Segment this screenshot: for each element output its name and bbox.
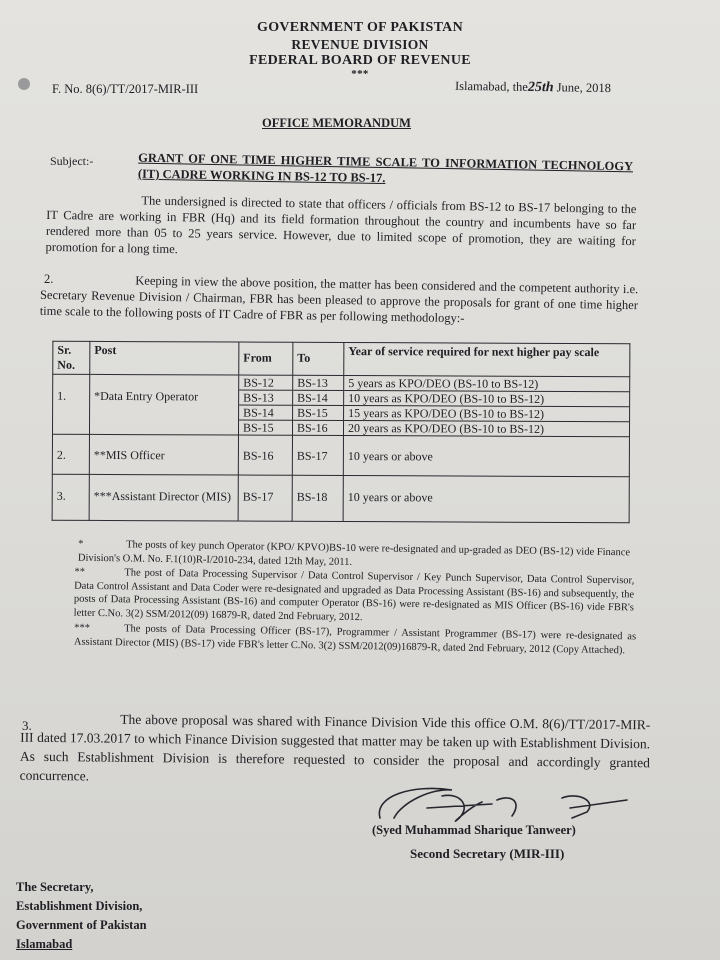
col-sr: Sr. No. xyxy=(53,341,90,374)
row1-years: 5 years as KPO/DEO (BS-10 to BS-12) 10 years as KPO/DEO (BS-10 to BS-12) 15 years as KPO/DEO (BS-10 to BS-12) 20 years as KPO/DEO (BS-10 to BS-12) xyxy=(343,376,629,437)
file-number: F. No. 8(6)/TT/2017-MIR-III xyxy=(52,82,199,96)
row1-post: *Data Entry Operator xyxy=(89,374,238,435)
note-3: *** The posts of Data Processing Officer (BS-17), Programmer / Assistant Programmer (BS-17) were re-designated as Assistant Director (MIS) (BS-17) vide FBR's letter C.No. 3(2) SSM/2012(09)16879-R, dated 2nd February, 2012 (Copy Attached). xyxy=(73,622,637,656)
row3-post: ***Assistant Director (MIS) xyxy=(89,474,238,521)
header-line-3: FEDERAL BOARD OF REVENUE xyxy=(249,53,471,68)
addressee-line: Islamabad xyxy=(16,937,73,951)
posts-table xyxy=(52,341,631,524)
table-row xyxy=(52,474,629,523)
addressee-block xyxy=(16,878,147,954)
col-years: Year of service required for next higher pay scale xyxy=(344,343,630,377)
addressee-line: The Secretary, xyxy=(16,880,94,894)
row1-to: BS-13 BS-14 BS-15 BS-16 xyxy=(292,375,343,435)
memo-title: OFFICE MEMORANDUM xyxy=(262,116,411,130)
note-1: * The posts of key punch Operator (KPO/ KPVO)BS-10 were re-designated and up-graded as DEO (BS-12) vide Finance Division's O.M. No. F.1(10)R-I/2010-234, dated 12th May, 2011. xyxy=(77,538,631,568)
paragraph-1: The undersigned is directed to state that officers / officials from BS-12 to BS-17 belonging to the IT Cadre are working in FBR (Hq) and its field formation throughout the country and incumbents have so far rendered more than 05 to 25 years service. However, due to limited scope of promotion, they are waiting for promotion for a long time. xyxy=(45,193,637,257)
table-row xyxy=(52,434,629,477)
subject-label: Subject:- xyxy=(50,154,94,168)
punch-hole xyxy=(18,78,30,90)
header-stars: *** xyxy=(351,68,369,80)
row3-sr: 3. xyxy=(52,474,89,520)
row3-years: 10 years or above xyxy=(343,476,629,523)
header-line-2: REVENUE DIVISION xyxy=(291,37,429,52)
table-row xyxy=(52,374,629,437)
row2-years: 10 years or above xyxy=(343,436,629,477)
row1-sr: 1. xyxy=(52,374,89,434)
col-to: To xyxy=(293,342,344,375)
col-post: Post xyxy=(90,341,239,375)
row2-post: **MIS Officer xyxy=(89,434,238,475)
header-line-1: GOVERNMENT OF PAKISTAN xyxy=(257,20,463,35)
signatory-name: (Syed Muhammad Sharique Tanweer) xyxy=(372,823,576,837)
addressee-line: Establishment Division, xyxy=(16,899,143,913)
date-line: Islamabad, the25th June, 2018 xyxy=(454,78,611,96)
row2-sr: 2. xyxy=(52,434,89,474)
row2-from: BS-16 xyxy=(238,435,292,475)
paragraph-2: Keeping in view the above position, the matter has been considered and the competent authority i.e. Secretary Revenue Division / Chairman, FBR has been pleased to approve the proposals for grant of one time higher time scale to the following posts of IT Cadre of FBR as per following methodology:- xyxy=(39,273,639,326)
paragraph-2-number: 2. xyxy=(44,272,54,286)
row3-from: BS-17 xyxy=(238,475,292,521)
paragraph-3: The above proposal was shared with Finance Division Vide this office O.M. 8(6)/TT/2017-MIR-III dated 17.03.2017 to which Finance Division suggested that matter may be taken up with Establishment Division. As such Establishment Division is therefore requested to consider the proposal and accordingly granted concurrence. xyxy=(19,711,651,784)
row2-to: BS-17 xyxy=(292,435,343,475)
paragraph-3-number: 3. xyxy=(22,718,32,733)
row3-to: BS-18 xyxy=(292,475,343,521)
note-2: ** The post of Data Processing Supervisor / Data Control Supervisor / Key Punch Supervisor, Data Control Supervisor, Data Control Assistant and Data Coder were re-designated and upgraded as Data Processing Assistant (BS-16) and subsequently, the posts of Data Processing Assistant (BS-16) and computer Operator (BS-16) were re-designated as MIS Officer (BS-16) vide FBR's letter C.No. 3(2) SSM/2012(09) 16879-R, dated 2nd February, 2012. xyxy=(73,566,635,623)
table-header-row xyxy=(53,341,630,377)
subject-text: GRANT OF ONE TIME HIGHER TIME SCALE TO INFORMATION TECHNOLOGY (IT) CADRE WORKING IN BS-12 TO BS-17. xyxy=(137,150,634,185)
col-from: From xyxy=(239,342,293,375)
row1-from: BS-12 BS-13 BS-14 BS-15 xyxy=(238,375,292,435)
signatory-designation: Second Secretary (MIR-III) xyxy=(410,846,565,861)
addressee-line: Government of Pakistan xyxy=(16,918,147,932)
